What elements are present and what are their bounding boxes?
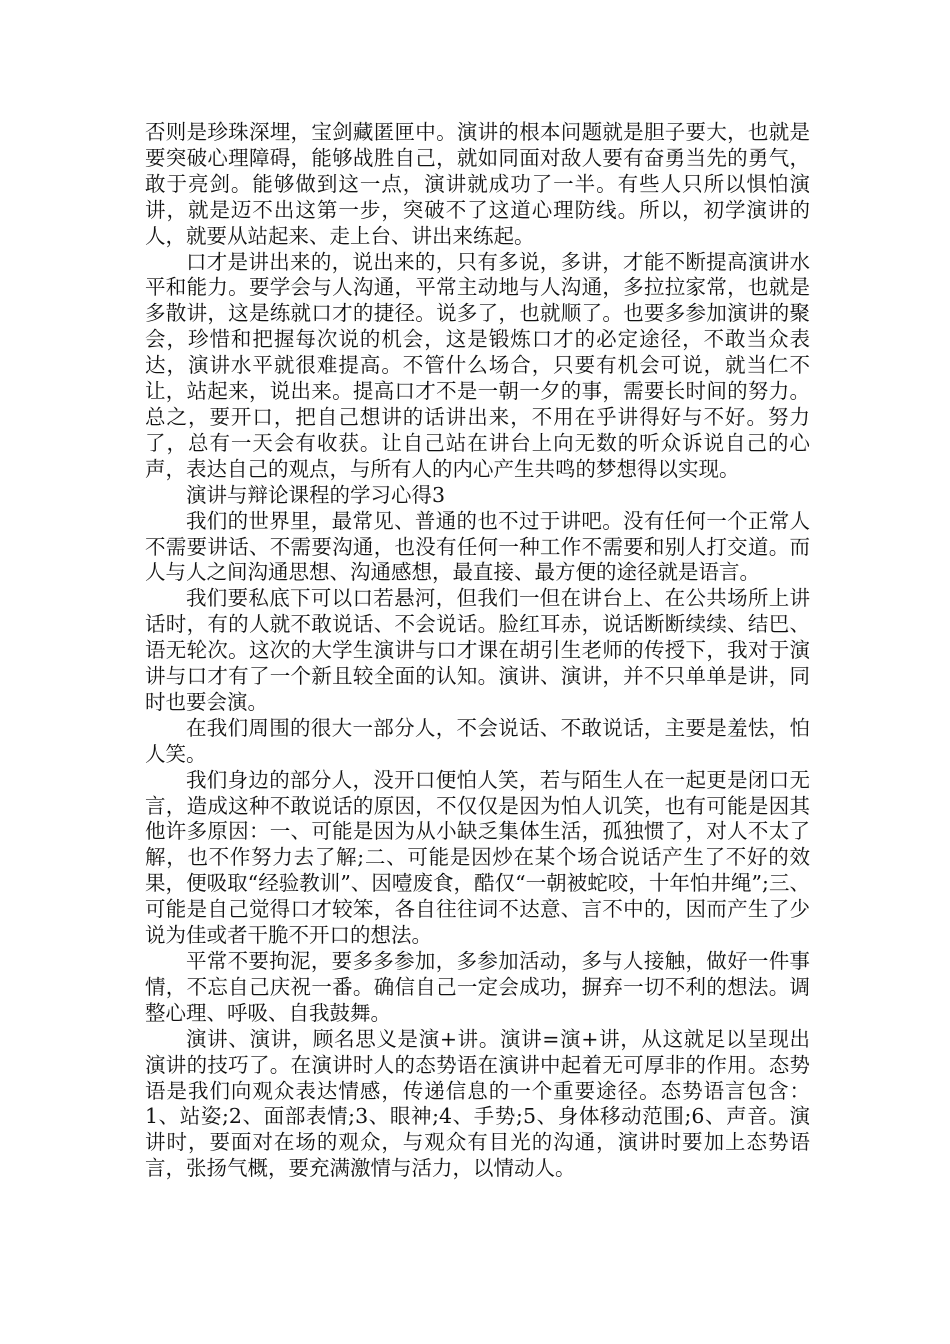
- section-heading: 演讲与辩论课程的学习心得3: [186, 482, 446, 507]
- paragraph-shyness: 在我们周围的很大一部分人，不会说话、不敢说话，主要是羞怯，怕人笑。: [145, 715, 810, 766]
- document-page: [145, 120, 810, 1182]
- paragraph-continuation: 否则是珍珠深埋，宝剑藏匿匣中。演讲的根本问题就是胆子要大，也就是要突破心理障碍，能够战胜自己，就如同面对敌人要有奋勇当先的勇气，敢于亮剑。能够做到这一点，演讲就成功了一半。有些人只所以惧怕演讲，就是迈不出这第一步，突破不了这道心理防线。所以，初学演讲的人，就要从站起来、走上台、讲出来练起。: [145, 120, 810, 248]
- paragraph-practice: 平常不要拘泥，要多多参加，多参加活动，多与人接触，做好一件事情，不忘自己庆祝一番。确信自己一定会成功，摒弃一切不利的想法。调整心理、呼吸、自我鼓舞。: [145, 949, 810, 1025]
- paragraph-reasons: 我们身边的部分人，没开口便怕人笑，若与陌生人在一起更是闭口无言，造成这种不敢说话的原因，不仅仅是因为怕人讥笑，也有可能是因其他许多原因：一、可能是因为从小缺乏集体生活，孤独惯了，对人不太了解，也不作努力去了解;二、可能是因炒在某个场合说话产生了不好的效果，便吸取“经验教训”、因噎废食，酷仅“一朝被蛇咬，十年怕井绳”;三、可能是自己觉得口才较笨，各自往往词不达意、言不中的，因而产生了少说为佳或者干脆不开口的想法。: [145, 767, 810, 948]
- paragraph-eloquence: 口才是讲出来的，说出来的，只有多说，多讲，才能不断提高演讲水平和能力。要学会与人沟通，平常主动地与人沟通，多拉拉家常，也就是多散讲，这是练就口才的捷径。说多了，也就顺了。也要多参加演讲的聚会，珍惜和把握每次说的机会，这是锻炼口才的必定途径，不敢当众表达，演讲水平就很难提高。不管什么场合，只要有机会可说，就当仁不让，站起来，说出来。提高口才不是一朝一夕的事，需要长时间的努力。总之，要开口，把自己想讲的话讲出来，不用在乎讲得好与不好。努力了，总有一天会有收获。让自己站在讲台上向无数的听众诉说自己的心声，表达自己的观点，与所有人的内心产生共鸣的梦想得以实现。: [145, 249, 810, 481]
- paragraph-body-language: 演讲、演讲，顾名思义是演+讲。演讲=演+讲，从这就足以呈现出演讲的技巧了。在演讲时人的态势语在演讲中起着无可厚非的作用。态势语是我们向观众表达情感，传递信息的一个重要途径。态势语言包含：1、站姿;2、面部表情;3、眼神;4、手势;5、身体移动范围;6、声音。演讲时，要面对在场的观众，与观众有目光的沟通，演讲时要加上态势语言，张扬气概，要充满激情与活力，以情动人。: [145, 1026, 810, 1181]
- paragraph-world-speech: 我们的世界里，最常见、普通的也不过于讲吧。没有任何一个正常人不需要讲话、不需要沟通，也没有任何一种工作不需要和别人打交道。而人与人之间沟通思想、沟通感想，最直接、最方便的途径就是语言。: [145, 508, 810, 585]
- paragraph-public-speaking: 我们要私底下可以口若悬河，但我们一但在讲台上、在公共场所上讲话时，有的人就不敢说话、不会说话。脸红耳赤，说话断断续续、结巴、语无轮次。这次的大学生演讲与口才课在胡引生老师的传授下，我对于演讲与口才有了一个新且较全面的认知。演讲、演讲，并不只单单是讲，同时也要会演。: [145, 586, 810, 714]
